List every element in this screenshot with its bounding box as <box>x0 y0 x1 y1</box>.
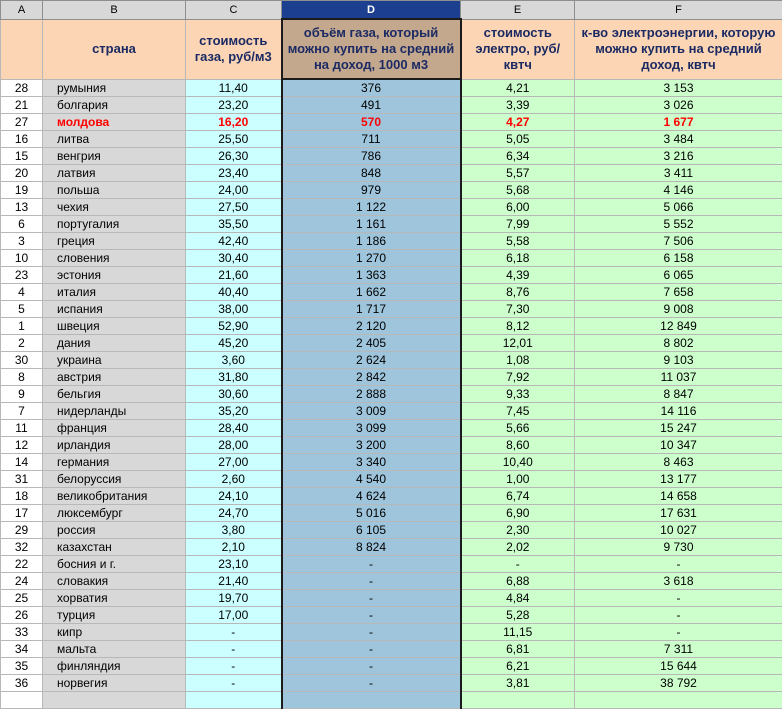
cell-electricity-price[interactable]: 5,28 <box>461 607 575 624</box>
table-row <box>1 267 782 284</box>
table-row <box>1 284 782 301</box>
cell-country[interactable]: молдова <box>43 114 186 131</box>
table-row <box>1 79 782 97</box>
cell-country[interactable]: казахстан <box>43 539 186 556</box>
cell-electricity-price[interactable]: 4,39 <box>461 267 575 284</box>
column-header-e[interactable]: E <box>461 1 575 20</box>
cell-country[interactable]: швеция <box>43 318 186 335</box>
table-row <box>1 165 782 182</box>
table-row <box>1 539 782 556</box>
cell-gas-price[interactable]: 21,40 <box>186 573 282 590</box>
table-row <box>1 675 782 692</box>
cell-electricity-price[interactable]: 7,45 <box>461 403 575 420</box>
cell-gas-price[interactable]: 16,20 <box>186 114 282 131</box>
cell-country[interactable]: венгрия <box>43 148 186 165</box>
cell-gas-price[interactable]: 24,10 <box>186 488 282 505</box>
cell-gas-volume[interactable]: - <box>282 624 461 641</box>
cell-electricity-price[interactable]: 5,57 <box>461 165 575 182</box>
cell-gas-price[interactable]: 25,50 <box>186 131 282 148</box>
cell-gas-price[interactable]: 24,00 <box>186 182 282 199</box>
cell-gas-volume[interactable]: - <box>282 641 461 658</box>
cell-gas-price[interactable]: 11,40 <box>186 79 282 97</box>
column-headers <box>1 1 782 20</box>
table-row <box>1 301 782 318</box>
row-number[interactable]: 25 <box>1 590 43 607</box>
cell-gas-price[interactable]: 35,50 <box>186 216 282 233</box>
cell-electricity-volume[interactable]: - <box>575 556 782 573</box>
cell-gas-volume[interactable]: 848 <box>282 165 461 182</box>
row-number[interactable]: 12 <box>1 437 43 454</box>
cell-country[interactable]: хорватия <box>43 590 186 607</box>
cell-electricity-volume[interactable]: 12 849 <box>575 318 782 335</box>
table-row <box>1 352 782 369</box>
cell-electricity-price[interactable]: 1,00 <box>461 471 575 488</box>
cell-electricity-price[interactable]: 12,01 <box>461 335 575 352</box>
header-electricity-price[interactable]: стоимость электро, руб/квтч <box>461 19 575 79</box>
table-row <box>1 607 782 624</box>
row-number[interactable]: 2 <box>1 335 43 352</box>
cell-gas-price[interactable]: 30,60 <box>186 386 282 403</box>
table-row-empty <box>1 692 782 709</box>
table-row <box>1 131 782 148</box>
cell-gas-volume[interactable]: - <box>282 675 461 692</box>
row-number[interactable]: 34 <box>1 641 43 658</box>
table-row <box>1 182 782 199</box>
row-number[interactable]: 35 <box>1 658 43 675</box>
cell-electricity-volume[interactable]: 13 177 <box>575 471 782 488</box>
row-number[interactable]: 7 <box>1 403 43 420</box>
cell-gas-price[interactable]: 40,40 <box>186 284 282 301</box>
cell-gas-price[interactable]: 28,40 <box>186 420 282 437</box>
cell-gas-price[interactable]: 2,60 <box>186 471 282 488</box>
cell-gas-volume[interactable]: 711 <box>282 131 461 148</box>
cell-gas-volume[interactable]: 4 624 <box>282 488 461 505</box>
cell-gas-price[interactable]: 52,90 <box>186 318 282 335</box>
row-number[interactable]: 21 <box>1 97 43 114</box>
row-number[interactable]: 20 <box>1 165 43 182</box>
column-header-a[interactable]: A <box>1 1 43 20</box>
cell-electricity-price[interactable]: 4,27 <box>461 114 575 131</box>
table-row <box>1 318 782 335</box>
cell-country[interactable]: дания <box>43 335 186 352</box>
cell-electricity-volume[interactable]: - <box>575 624 782 641</box>
cell-country[interactable]: германия <box>43 454 186 471</box>
row-number[interactable]: 1 <box>1 318 43 335</box>
cell-country[interactable]: норвегия <box>43 675 186 692</box>
row-number[interactable]: 32 <box>1 539 43 556</box>
table-row <box>1 216 782 233</box>
column-header-c[interactable]: C <box>186 1 282 20</box>
cell-country[interactable]: мальта <box>43 641 186 658</box>
cell-electricity-price[interactable]: 4,21 <box>461 79 575 97</box>
cell-electricity-price[interactable]: 2,30 <box>461 522 575 539</box>
cell-country[interactable]: украина <box>43 352 186 369</box>
cell-gas-price[interactable]: 17,00 <box>186 607 282 624</box>
cell-electricity-volume[interactable]: 3 411 <box>575 165 782 182</box>
row-number[interactable]: 28 <box>1 79 43 97</box>
cell-electricity-volume[interactable]: 38 792 <box>575 675 782 692</box>
table-row <box>1 454 782 471</box>
row-number[interactable]: 13 <box>1 199 43 216</box>
cell-electricity-price[interactable]: 6,34 <box>461 148 575 165</box>
cell-country[interactable]: люксембург <box>43 505 186 522</box>
cell-country[interactable]: латвия <box>43 165 186 182</box>
cell-electricity-volume[interactable]: 8 463 <box>575 454 782 471</box>
table-row <box>1 658 782 675</box>
row-number[interactable]: 33 <box>1 624 43 641</box>
cell-electricity-price[interactable]: 5,68 <box>461 182 575 199</box>
cell-electricity-volume[interactable]: 9 103 <box>575 352 782 369</box>
cell-gas-price[interactable]: 42,40 <box>186 233 282 250</box>
row-number[interactable]: 19 <box>1 182 43 199</box>
row-number[interactable]: 15 <box>1 148 43 165</box>
cell-electricity-price[interactable]: 6,18 <box>461 250 575 267</box>
table-row <box>1 556 782 573</box>
table-row <box>1 420 782 437</box>
cell-country[interactable]: великобритания <box>43 488 186 505</box>
cell-gas-price[interactable]: 28,00 <box>186 437 282 454</box>
table-row <box>1 505 782 522</box>
cell-electricity-volume[interactable]: 8 802 <box>575 335 782 352</box>
cell-gas-volume[interactable]: 1 363 <box>282 267 461 284</box>
cell-electricity-volume[interactable]: 5 552 <box>575 216 782 233</box>
cell-electricity-price[interactable]: 6,21 <box>461 658 575 675</box>
cell-gas-volume[interactable]: - <box>282 590 461 607</box>
header-country[interactable]: страна <box>43 19 186 79</box>
cell-electricity-volume[interactable]: 6 065 <box>575 267 782 284</box>
cell-gas-volume[interactable]: 2 405 <box>282 335 461 352</box>
cell-gas-volume[interactable]: 1 270 <box>282 250 461 267</box>
table-row <box>1 437 782 454</box>
row-number[interactable]: 24 <box>1 573 43 590</box>
row-number[interactable]: 18 <box>1 488 43 505</box>
cell-electricity-volume[interactable]: 10 027 <box>575 522 782 539</box>
cell-electricity-volume[interactable]: 7 658 <box>575 284 782 301</box>
cell-country[interactable]: босния и г. <box>43 556 186 573</box>
cell-gas-volume[interactable]: 1 161 <box>282 216 461 233</box>
cell-country[interactable]: австрия <box>43 369 186 386</box>
cell-electricity-price[interactable]: 9,33 <box>461 386 575 403</box>
cell-electricity-price[interactable]: 6,81 <box>461 641 575 658</box>
cell-gas-price[interactable]: 2,10 <box>186 539 282 556</box>
cell-gas-price[interactable]: 19,70 <box>186 590 282 607</box>
cell-country[interactable]: франция <box>43 420 186 437</box>
cell-electricity-volume[interactable]: 15 644 <box>575 658 782 675</box>
cell-electricity-price[interactable]: 4,84 <box>461 590 575 607</box>
table-row <box>1 148 782 165</box>
cell-electricity-price[interactable]: 11,15 <box>461 624 575 641</box>
header-electricity-volume[interactable]: к-во электроэнергии, которую можно купить на средний доход, квтч <box>575 19 782 79</box>
cell-electricity-volume[interactable]: 3 216 <box>575 148 782 165</box>
cell-gas-volume[interactable]: 1 717 <box>282 301 461 318</box>
cell-country[interactable]: нидерланды <box>43 403 186 420</box>
cell-electricity-volume[interactable]: 14 658 <box>575 488 782 505</box>
cell-gas-volume[interactable]: 786 <box>282 148 461 165</box>
cell-electricity-volume-empty[interactable] <box>575 692 782 709</box>
cell-gas-price[interactable]: - <box>186 658 282 675</box>
cell-gas-price[interactable]: 23,10 <box>186 556 282 573</box>
cell-gas-price[interactable]: 30,40 <box>186 250 282 267</box>
row-number[interactable]: 3 <box>1 233 43 250</box>
cell-country[interactable]: словакия <box>43 573 186 590</box>
header-gas-volume[interactable]: объём газа, который можно купить на средний на доход, 1000 м3 <box>282 19 461 79</box>
cell-gas-price[interactable]: 38,00 <box>186 301 282 318</box>
row-number[interactable]: 27 <box>1 114 43 131</box>
cell-gas-volume-empty[interactable] <box>282 692 461 709</box>
cell-electricity-volume[interactable]: 3 153 <box>575 79 782 97</box>
column-header-b[interactable]: B <box>43 1 186 20</box>
table-row <box>1 114 782 131</box>
cell-gas-volume[interactable]: 1 662 <box>282 284 461 301</box>
cell-electricity-volume[interactable]: - <box>575 590 782 607</box>
table-row <box>1 233 782 250</box>
cell-electricity-volume[interactable]: 15 247 <box>575 420 782 437</box>
cell-electricity-volume[interactable]: 7 506 <box>575 233 782 250</box>
cell-electricity-volume[interactable]: 5 066 <box>575 199 782 216</box>
cell-electricity-volume[interactable]: 11 037 <box>575 369 782 386</box>
cell-electricity-volume[interactable]: 7 311 <box>575 641 782 658</box>
table-row <box>1 522 782 539</box>
row-number[interactable]: 9 <box>1 386 43 403</box>
cell-gas-price[interactable]: 35,20 <box>186 403 282 420</box>
cell-electricity-price[interactable]: 6,90 <box>461 505 575 522</box>
cell-gas-price[interactable]: - <box>186 624 282 641</box>
cell-electricity-volume[interactable]: 3 026 <box>575 97 782 114</box>
cell-electricity-price[interactable]: 7,92 <box>461 369 575 386</box>
cell-gas-price[interactable]: 45,20 <box>186 335 282 352</box>
cell-gas-volume[interactable]: 3 099 <box>282 420 461 437</box>
cell-electricity-volume[interactable]: 17 631 <box>575 505 782 522</box>
cell-electricity-price[interactable]: 5,66 <box>461 420 575 437</box>
cell-gas-price[interactable]: 3,80 <box>186 522 282 539</box>
table-row <box>1 471 782 488</box>
cell-electricity-price-empty[interactable] <box>461 692 575 709</box>
table-row <box>1 488 782 505</box>
cell-gas-volume[interactable]: 3 200 <box>282 437 461 454</box>
table-row <box>1 386 782 403</box>
row-number[interactable]: 26 <box>1 607 43 624</box>
cell-electricity-price[interactable]: 5,05 <box>461 131 575 148</box>
cell-gas-volume[interactable]: 6 105 <box>282 522 461 539</box>
cell-electricity-price[interactable]: 8,76 <box>461 284 575 301</box>
cell-electricity-volume[interactable]: 4 146 <box>575 182 782 199</box>
header-gas-price[interactable]: стоимость газа, руб/м3 <box>186 19 282 79</box>
cell-gas-volume[interactable]: 2 842 <box>282 369 461 386</box>
row-number[interactable]: 30 <box>1 352 43 369</box>
cell-country[interactable]: эстония <box>43 267 186 284</box>
row-number[interactable]: 14 <box>1 454 43 471</box>
cell-country[interactable]: италия <box>43 284 186 301</box>
cell-country[interactable]: белоруссия <box>43 471 186 488</box>
cell-electricity-price[interactable]: 3,39 <box>461 97 575 114</box>
cell-gas-price[interactable]: 21,60 <box>186 267 282 284</box>
cell-gas-price[interactable]: 31,80 <box>186 369 282 386</box>
table-row <box>1 369 782 386</box>
cell-gas-volume[interactable]: 979 <box>282 182 461 199</box>
cell-gas-volume[interactable]: 2 888 <box>282 386 461 403</box>
cell-electricity-price[interactable]: 6,88 <box>461 573 575 590</box>
cell-electricity-volume[interactable]: 10 347 <box>575 437 782 454</box>
cell-country[interactable]: испания <box>43 301 186 318</box>
cell-electricity-volume[interactable]: 14 116 <box>575 403 782 420</box>
cell-electricity-price[interactable]: 2,02 <box>461 539 575 556</box>
cell-gas-price[interactable]: 27,00 <box>186 454 282 471</box>
cell-gas-price[interactable]: 23,20 <box>186 97 282 114</box>
row-number[interactable]: 10 <box>1 250 43 267</box>
cell-gas-volume[interactable]: 1 122 <box>282 199 461 216</box>
cell-country[interactable]: финляндия <box>43 658 186 675</box>
cell-electricity-price[interactable]: 6,74 <box>461 488 575 505</box>
cell-electricity-price[interactable]: 1,08 <box>461 352 575 369</box>
cell-country[interactable]: португалия <box>43 216 186 233</box>
cell-gas-volume[interactable]: 4 540 <box>282 471 461 488</box>
table-row <box>1 573 782 590</box>
cell-gas-volume[interactable]: - <box>282 556 461 573</box>
cell-electricity-price[interactable]: 3,81 <box>461 675 575 692</box>
cell-electricity-price[interactable]: 7,30 <box>461 301 575 318</box>
table-row <box>1 250 782 267</box>
cell-gas-price[interactable]: 27,50 <box>186 199 282 216</box>
cell-electricity-volume[interactable]: 1 677 <box>575 114 782 131</box>
cell-electricity-price[interactable]: 8,12 <box>461 318 575 335</box>
cell-gas-volume[interactable]: 570 <box>282 114 461 131</box>
row-number[interactable]: 6 <box>1 216 43 233</box>
row-number[interactable]: 29 <box>1 522 43 539</box>
row-number[interactable]: 5 <box>1 301 43 318</box>
cell-electricity-volume[interactable]: 3 484 <box>575 131 782 148</box>
cell-electricity-price[interactable]: 7,99 <box>461 216 575 233</box>
cell-country[interactable]: бельгия <box>43 386 186 403</box>
row-number[interactable]: 11 <box>1 420 43 437</box>
row-number[interactable]: 16 <box>1 131 43 148</box>
cell-electricity-volume[interactable]: 9 008 <box>575 301 782 318</box>
table-row <box>1 97 782 114</box>
cell-electricity-volume[interactable]: 3 618 <box>575 573 782 590</box>
cell-electricity-price[interactable]: 10,40 <box>461 454 575 471</box>
row-number[interactable]: 36 <box>1 675 43 692</box>
cell-electricity-price[interactable]: 6,00 <box>461 199 575 216</box>
cell-country[interactable]: словения <box>43 250 186 267</box>
cell-gas-volume[interactable]: 1 186 <box>282 233 461 250</box>
cell-electricity-volume[interactable]: 9 730 <box>575 539 782 556</box>
cell-country[interactable]: польша <box>43 182 186 199</box>
cell-gas-volume[interactable]: 3 340 <box>282 454 461 471</box>
cell-country[interactable]: греция <box>43 233 186 250</box>
cell-gas-volume[interactable]: 8 824 <box>282 539 461 556</box>
table-row <box>1 641 782 658</box>
cell-electricity-price[interactable]: 5,58 <box>461 233 575 250</box>
row-number-empty[interactable] <box>1 692 43 709</box>
cell-gas-volume[interactable]: 5 016 <box>282 505 461 522</box>
column-header-f[interactable]: F <box>575 1 782 20</box>
cell-gas-volume[interactable]: - <box>282 658 461 675</box>
cell-country[interactable]: румыния <box>43 79 186 97</box>
cell-electricity-volume[interactable]: - <box>575 607 782 624</box>
cell-country[interactable]: чехия <box>43 199 186 216</box>
table-row <box>1 590 782 607</box>
cell-country[interactable]: литва <box>43 131 186 148</box>
cell-country[interactable]: кипр <box>43 624 186 641</box>
cell-gas-price-empty[interactable] <box>186 692 282 709</box>
table-row <box>1 624 782 641</box>
cell-gas-price[interactable]: 26,30 <box>186 148 282 165</box>
cell-electricity-price[interactable]: 8,60 <box>461 437 575 454</box>
row-number[interactable]: 4 <box>1 284 43 301</box>
cell-country[interactable]: турция <box>43 607 186 624</box>
cell-gas-price[interactable]: - <box>186 675 282 692</box>
column-header-d[interactable]: D <box>282 1 461 20</box>
cell-gas-volume[interactable]: 2 624 <box>282 352 461 369</box>
row-number[interactable]: 17 <box>1 505 43 522</box>
row-number[interactable]: 23 <box>1 267 43 284</box>
cell-gas-volume[interactable]: 376 <box>282 79 461 97</box>
cell-country-empty[interactable] <box>43 692 186 709</box>
cell-electricity-price[interactable]: - <box>461 556 575 573</box>
cell-gas-volume[interactable]: - <box>282 607 461 624</box>
cell-gas-volume[interactable]: 491 <box>282 97 461 114</box>
cell-electricity-volume[interactable]: 8 847 <box>575 386 782 403</box>
cell-country[interactable]: россия <box>43 522 186 539</box>
header-row <box>1 19 782 79</box>
cell-gas-price[interactable]: - <box>186 641 282 658</box>
row-number[interactable]: 8 <box>1 369 43 386</box>
cell-country[interactable]: болгария <box>43 97 186 114</box>
cell-gas-price[interactable]: 3,60 <box>186 352 282 369</box>
cell-gas-volume[interactable]: 2 120 <box>282 318 461 335</box>
table-row <box>1 403 782 420</box>
table-row <box>1 199 782 216</box>
cell-gas-volume[interactable]: - <box>282 573 461 590</box>
row-number[interactable]: 31 <box>1 471 43 488</box>
cell-country[interactable]: ирландия <box>43 437 186 454</box>
cell-gas-price[interactable]: 23,40 <box>186 165 282 182</box>
row-number[interactable]: 22 <box>1 556 43 573</box>
cell-gas-volume[interactable]: 3 009 <box>282 403 461 420</box>
cell-gas-price[interactable]: 24,70 <box>186 505 282 522</box>
table-row <box>1 335 782 352</box>
header-cell-a[interactable] <box>1 19 43 79</box>
cell-electricity-volume[interactable]: 6 158 <box>575 250 782 267</box>
